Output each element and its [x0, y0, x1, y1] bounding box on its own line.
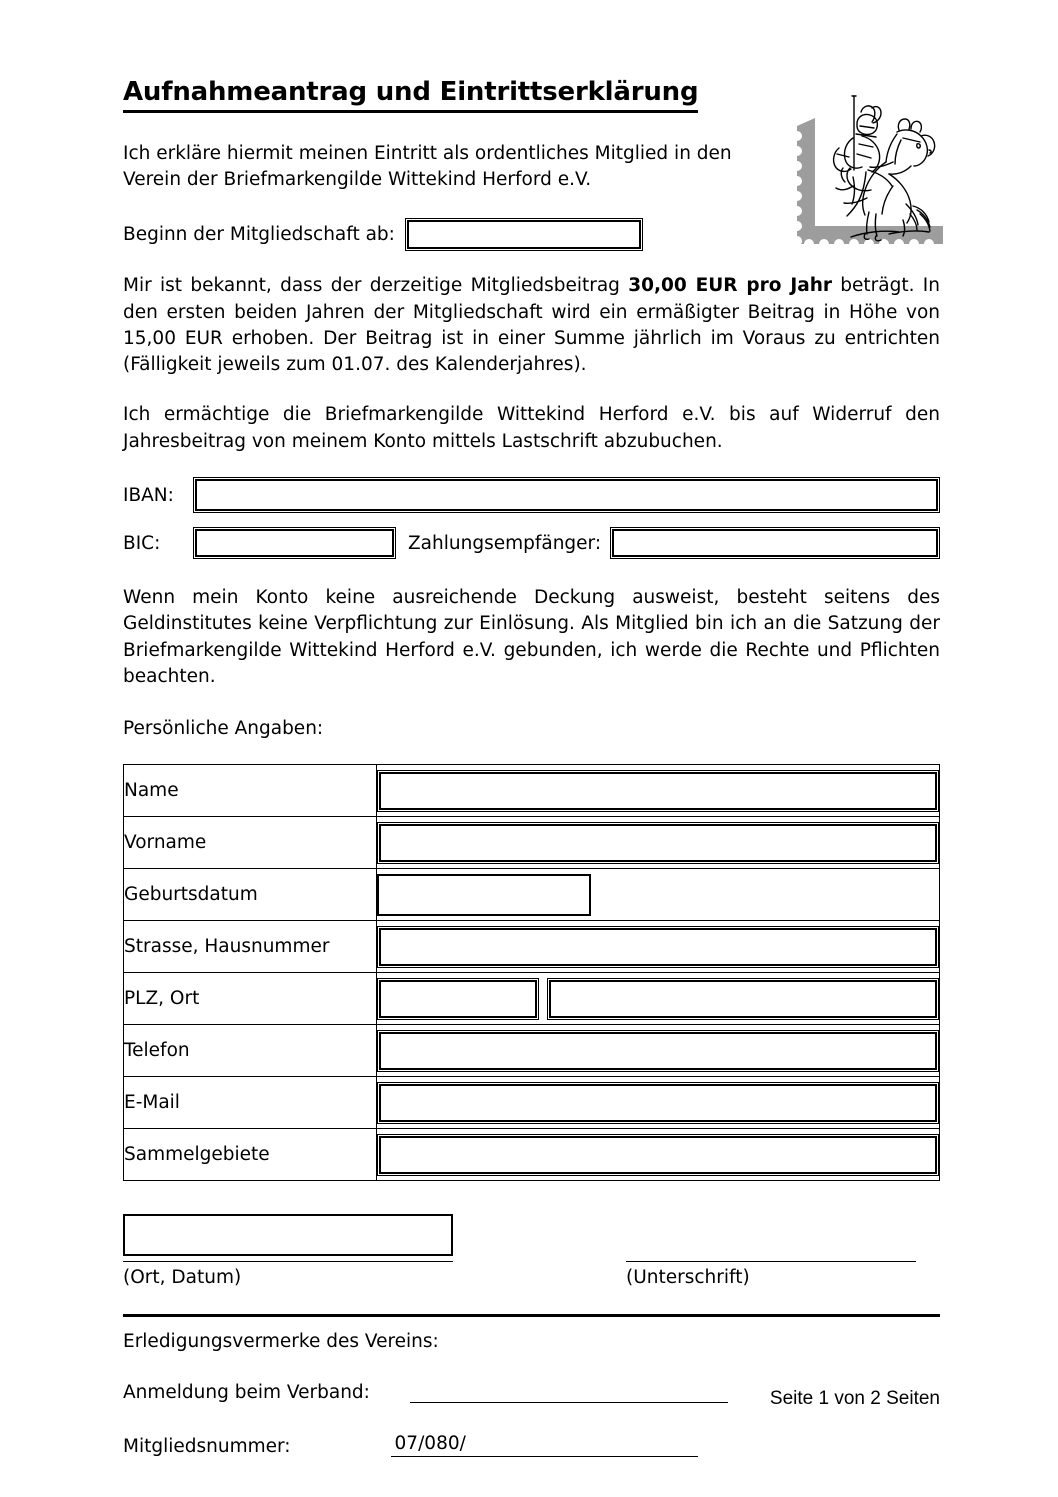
payee-label: Zahlungsempfänger: [408, 532, 602, 554]
personal-details-heading: Persönliche Angaben: [123, 718, 324, 740]
page-footer: Seite 1 von 2 Seiten [769, 1388, 940, 1409]
mandate-paragraph: Ich ermächtige die Briefmarkengilde Wittekind Herford e.V. bis auf Widerruf den Jahresbeitrag von meinem Konto mittels Lastschrift abzubuchen. [123, 404, 940, 452]
member-number-input[interactable] [470, 1437, 698, 1457]
table-row [124, 765, 940, 817]
fee-amount: 30,00 EUR pro Jahr [628, 275, 832, 297]
name-input[interactable] [377, 770, 939, 812]
office-notes-heading: Erledigungsvermerke des Vereins: [123, 1331, 439, 1353]
row-label-plz-ort: PLZ, Ort [124, 973, 377, 1025]
row-label-vorname: Vorname [124, 817, 377, 869]
payee-input[interactable] [610, 527, 940, 559]
sammelgebiete-input-value [379, 1136, 937, 1174]
email-input-value [379, 1084, 937, 1122]
bic-row [123, 527, 940, 559]
signature-caption: (Unterschrift) [626, 1267, 750, 1289]
email-input[interactable] [377, 1082, 939, 1124]
row-label-email: E-Mail [124, 1077, 377, 1129]
row-label-sammelgebiete: Sammelgebiete [124, 1129, 377, 1181]
table-row [124, 1077, 940, 1129]
row-label-strasse: Strasse, Hausnummer [124, 921, 377, 973]
iban-input-value [195, 479, 938, 511]
row-label-telefon: Telefon [124, 1025, 377, 1077]
intro-paragraph: Ich erkläre hiermit meinen Eintritt als ordentliches Mitglied in den Verein der Briefmarkengilde Wittekind Herford e.V. [123, 142, 732, 191]
signature-area [123, 1214, 940, 1304]
page-title: Aufnahmeantrag und Eintrittserklärung [123, 78, 698, 113]
table-row [124, 817, 940, 869]
bic-input-value [195, 529, 394, 557]
table-row [124, 1129, 940, 1181]
place-date-rule [123, 1261, 453, 1262]
registration-label: Anmeldung beim Verband: [123, 1382, 370, 1404]
member-number-label: Mitgliedsnummer: [123, 1436, 291, 1458]
bic-label: BIC: [123, 532, 161, 554]
ort-input-value [549, 980, 937, 1018]
iban-input[interactable] [193, 477, 940, 513]
coverage-paragraph: Wenn mein Konto keine ausreichende Deckung ausweist, besteht seitens des Geldinstitutes keine Verpflichtung zur Einlösung. Als Mitglied bin ich an die Satzung der Briefmarkengilde Wittekind Herford e.V. gebunden, ich werde die Rechte und Pflichten beachten. [123, 587, 940, 687]
start-date-input-value [407, 220, 641, 249]
fee-text-1: Mir ist bekannt, dass der derzeitige Mitgliedsbeitrag [123, 275, 629, 297]
vorname-input-value [379, 824, 937, 862]
plz-input[interactable] [377, 978, 539, 1020]
telefon-input[interactable] [377, 1030, 939, 1072]
name-input-value [379, 772, 937, 810]
table-row [124, 921, 940, 973]
bic-input[interactable] [193, 527, 396, 559]
fee-paragraph [123, 273, 940, 378]
strasse-input[interactable] [377, 926, 939, 968]
strasse-input-value [379, 928, 937, 966]
table-row [124, 973, 940, 1025]
personal-details-table [123, 764, 940, 1181]
geburtsdatum-input[interactable] [377, 874, 591, 916]
start-date-label: Beginn der Mitgliedschaft ab: [123, 224, 395, 246]
telefon-input-value [379, 1032, 937, 1070]
table-row [124, 869, 940, 921]
signature-rule[interactable] [626, 1261, 916, 1262]
member-number-prefix: 07/080/ [391, 1433, 470, 1457]
vorname-input[interactable] [377, 822, 939, 864]
plz-input-value [379, 980, 537, 1018]
document-body [123, 78, 940, 1457]
member-number-row [123, 1433, 940, 1457]
place-date-input[interactable] [123, 1214, 453, 1256]
ort-input[interactable] [547, 978, 939, 1020]
row-label-geburtsdatum: Geburtsdatum [124, 869, 377, 921]
fee-text-2: beträgt. In den ersten beiden Jahren der Mitgliedschaft wird ein ermäßigter Beitrag in Höhe von 15,00 EUR erhoben. Der Beitrag ist in einer Summe jährlich im Voraus zu entrichten (Fälligkeit jeweils zum 01.07. des Kalenderjahres). [123, 275, 940, 376]
table-row [124, 1025, 940, 1077]
row-label-name: Name [124, 765, 377, 817]
sammelgebiete-input[interactable] [377, 1134, 939, 1176]
start-date-row [123, 218, 940, 251]
office-section-divider [123, 1314, 940, 1317]
start-date-input[interactable] [405, 218, 643, 251]
payee-input-value [612, 529, 938, 557]
place-date-caption: (Ort, Datum) [123, 1267, 242, 1289]
iban-row [123, 477, 940, 513]
iban-label: IBAN: [123, 484, 174, 506]
